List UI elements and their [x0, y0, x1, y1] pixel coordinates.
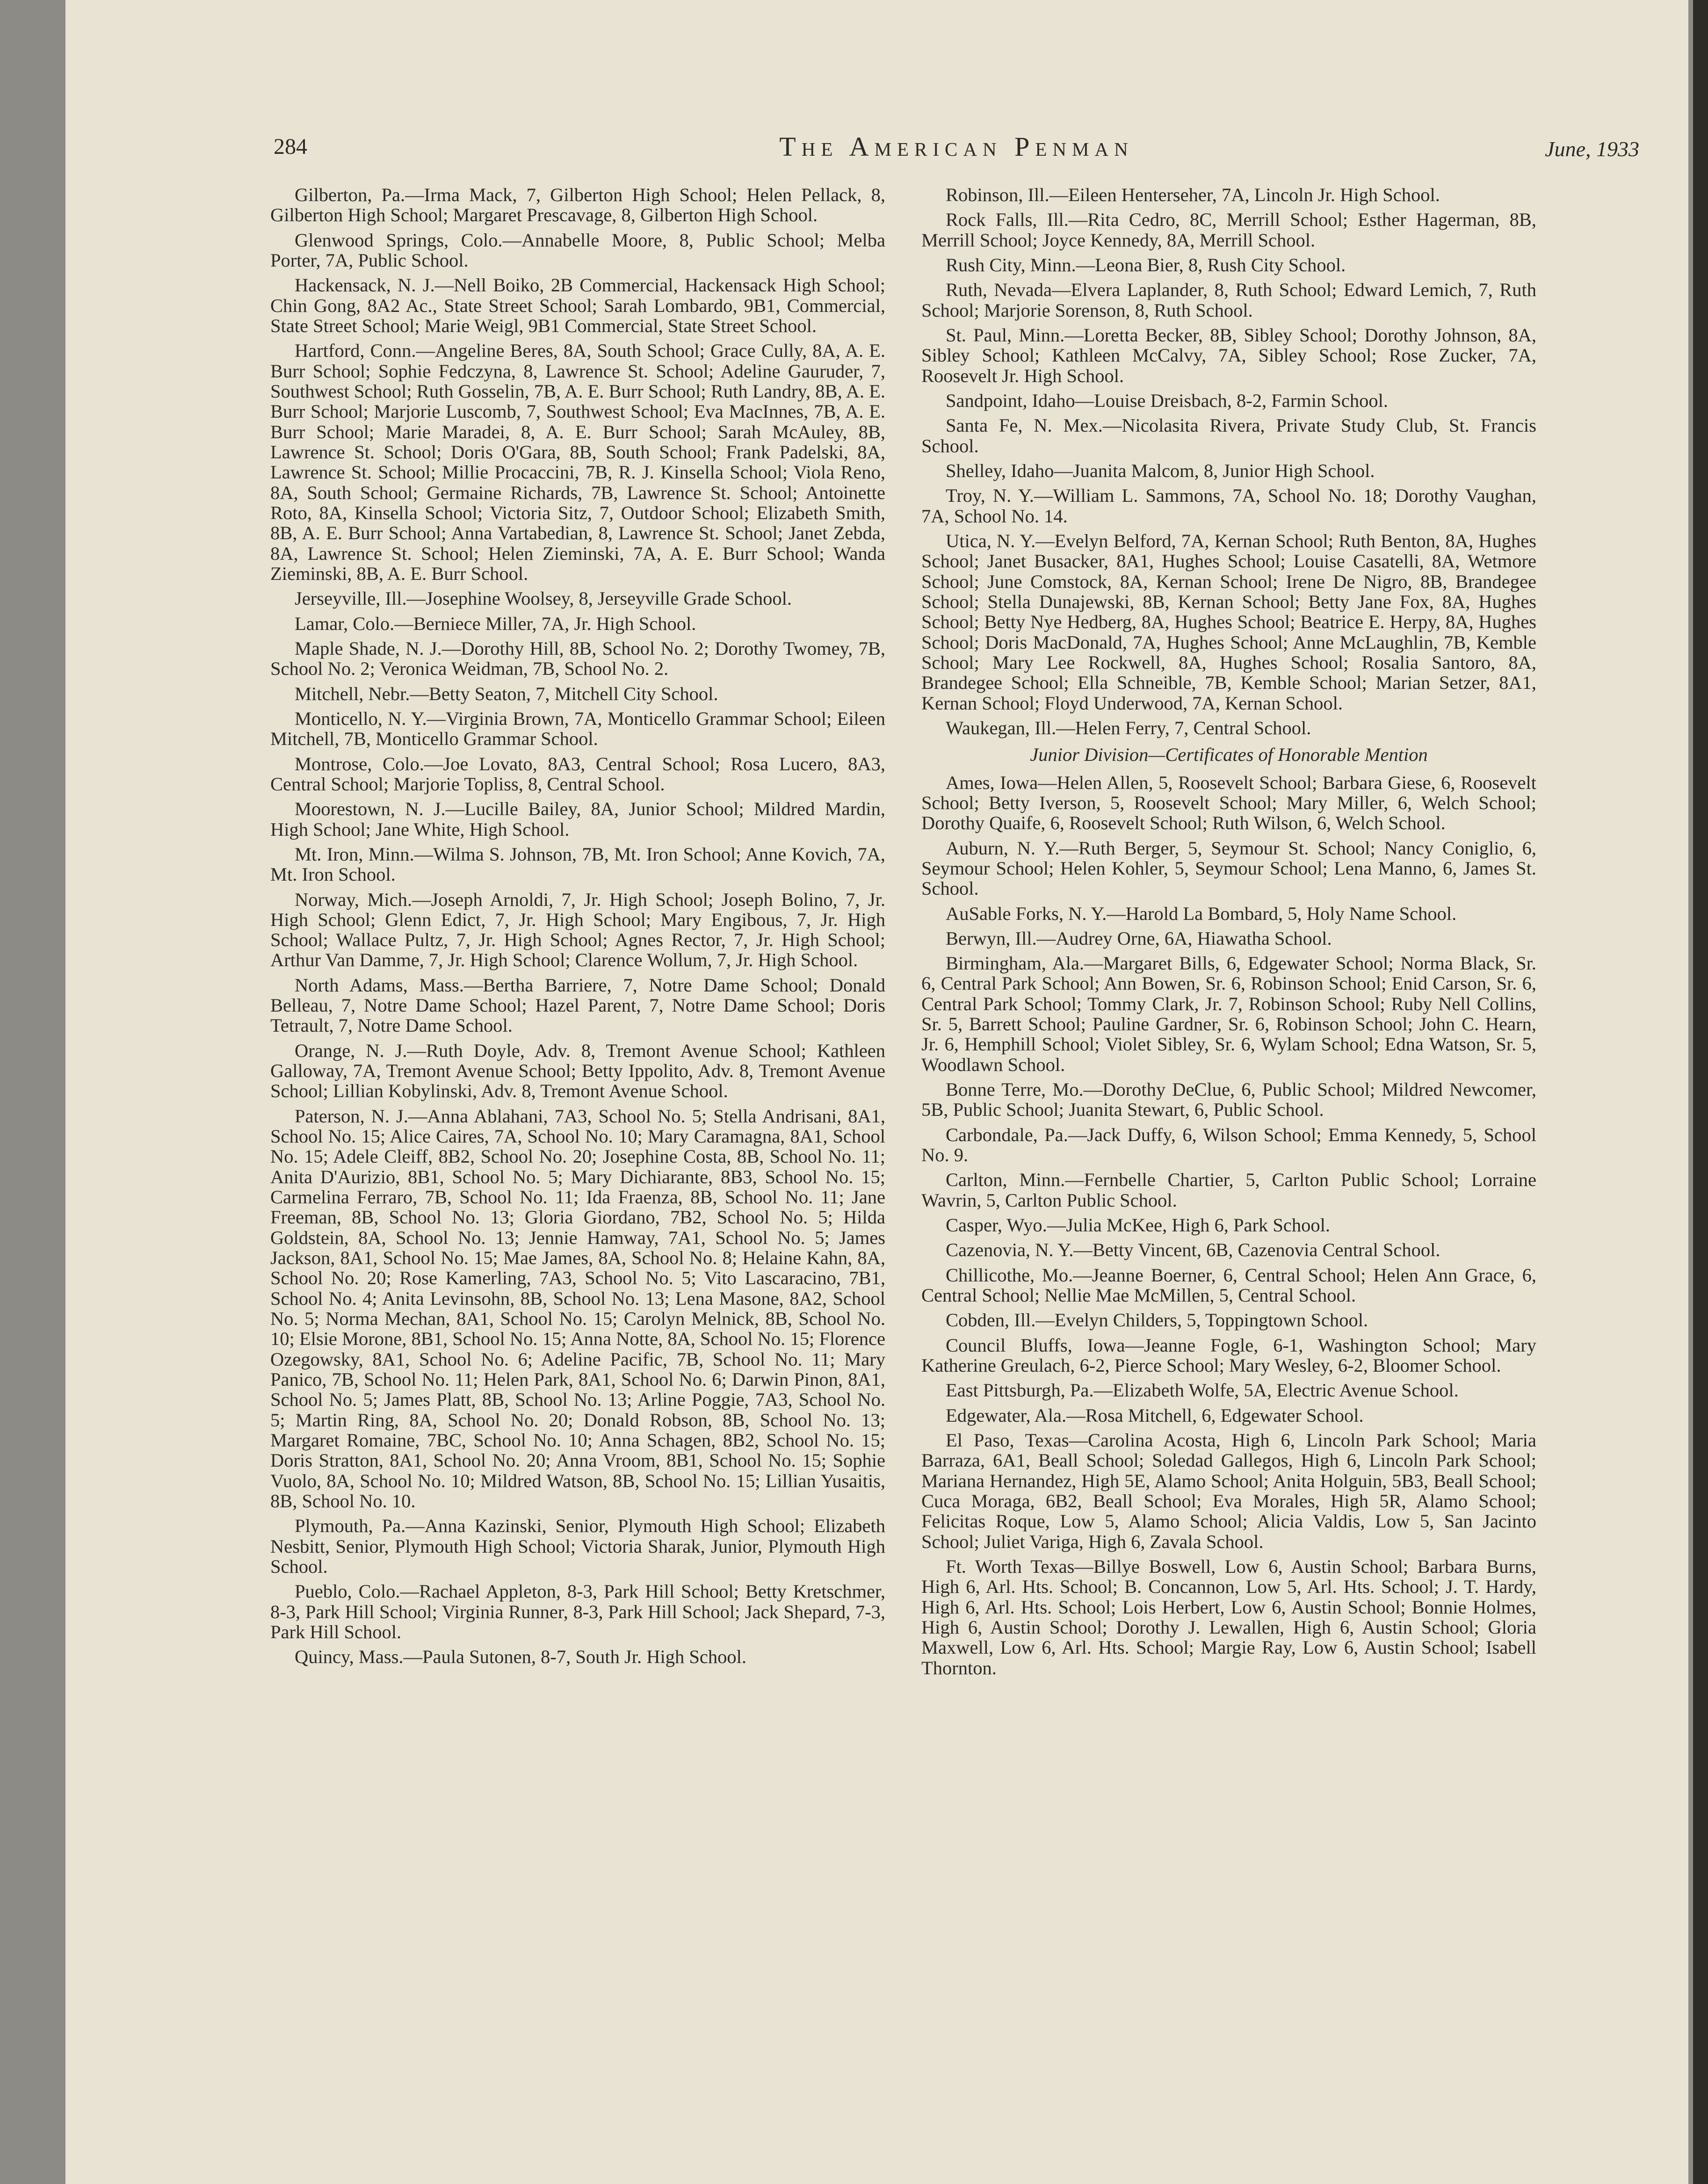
honor-roll-entry: Moorestown, N. J.—Lucille Bailey, 8A, Junior School; Mildred Mardin, High School; Jane White, High School.: [270, 798, 885, 840]
honor-roll-entry: Bonne Terre, Mo.—Dorothy DeClue, 6, Public School; Mildred Newcomer, 5B, Public School; Juanita Stewart, 6, Public School.: [921, 1079, 1536, 1121]
left-column: [270, 185, 885, 1672]
honor-roll-entry: Cobden, Ill.—Evelyn Childers, 5, Toppingtown School.: [946, 1309, 1368, 1331]
section-heading: Junior Division—Certificates of Honorable Mention: [1030, 744, 1428, 766]
issue-date: June, 1933: [1545, 137, 1639, 161]
honor-roll-entry: Waukegan, Ill.—Helen Ferry, 7, Central School.: [946, 717, 1311, 738]
honor-roll-entry: Ruth, Nevada—Elvera Laplander, 8, Ruth School; Edward Lemich, 7, Ruth School; Marjorie Sorenson, 8, Ruth School.: [921, 279, 1536, 321]
honor-roll-entry: Glenwood Springs, Colo.—Annabelle Moore, 8, Public School; Melba Porter, 7A, Public School.: [270, 229, 885, 271]
honor-roll-entry: Paterson, N. J.—Anna Ablahani, 7A3, School No. 5; Stella Andrisani, 8A1, School No. 15; Alice Caires, 7A, School No. 10; Mary Caramagna, 8A1, School No. 15; Adele Cleiff, 8B2, School No. 20; Josephine Costa, 8B, School No. 11; Anita D'Aurizio, 8B1, School No. 5; Mary Dichiarante, 8B3, School No. 15; Carmelina Ferraro, 7B, School No. 11; Ida Fraenza, 8B, School No. 11; Jane Freeman, 8B, School No. 13; Gloria Giordano, 7B2, School No. 5; Hilda Goldstein, 8A, School No. 13; Jennie Hamway, 7A1, School No. 5; James Jackson, 8A1, School No. 15; Mae James, 8A, School No. 8; Helaine Kahn, 8A, School No. 20; Rose Kamerling, 7A3, School No. 5; Vito Lascaracino, 7B1, School No. 4; Anita Levinsohn, 8B, School No. 13; Lena Masone, 8A2, School No. 5; Norma Mechan, 8A1, School No. 15; Carolyn Melnick, 8B, School No. 10; Elsie Morone, 8B1, School No. 15; Anna Notte, 8A, School No. 15; Florence Ozegowsky, 8A1, School No. 6; Adeline Pacific, 7B, School No. 11; Mary Panico, 7B, School No. 11; Helen Park, 8A1, School No. 6; Darwin Pinon, 8A1, School No. 5; James Platt, 8B, School No. 13; Arline Poggie, 7A3, School No. 5; Martin Ring, 8A, School No. 20; Donald Robson, 8B, School No. 13; Margaret Romaine, 7BC, School No. 10; Anna Schagen, 8B2, School No. 15; Doris Stratton, 8A1, School No. 20; Anna Vroom, 8B1, School No. 15; Sophie Vuolo, 8A, School No. 10; Mildred Watson, 8B, School No. 15; Lillian Yusaitis, 8B, School No. 10.: [270, 1105, 886, 1512]
honor-roll-entry: Orange, N. J.—Ruth Doyle, Adv. 8, Tremont Avenue School; Kathleen Galloway, 7A, Tremont Avenue School; Betty Ippolito, Adv. 8, Tremont Avenue School; Lillian Kobylinski, Adv. 8, Tremont Avenue School.: [270, 1040, 885, 1102]
honor-roll-entry: Birmingham, Ala.—Margaret Bills, 6, Edgewater School; Norma Black, Sr. 6, Central Park School; Ann Bowen, Sr. 6, Robinson School; Enid Carson, Sr. 6, Central Park School; Tommy Clark, Jr. 7, Robinson School; Ruby Nell Collins, Sr. 5, Barrett School; Pauline Gardner, Sr. 6, Robinson School; John C. Hearn, Jr. 6, Hemphill School; Violet Sibley, Sr. 6, Wylam School; Edna Watson, Sr. 5, Woodlawn School.: [921, 953, 1536, 1075]
honor-roll-entry: Auburn, N. Y.—Ruth Berger, 5, Seymour St. School; Nancy Coniglio, 6, Seymour School; Helen Kohler, 5, Seymour School; Lena Manno, 6, James St. School.: [921, 837, 1536, 899]
magazine-page: [65, 0, 1688, 2184]
honor-roll-entry: Utica, N. Y.—Evelyn Belford, 7A, Kernan School; Ruth Benton, 8A, Hughes School; Janet Busacker, 8A1, Hughes School; Louise Casatelli, 8A, Wetmore School; June Comstock, 8A, Kernan School; Irene De Nigro, 8B, Brandegee School; Stella Dunajewski, 8B, Kernan School; Betty Jane Fox, 8A, Hughes School; Betty Nye Hedberg, 8A, Hughes School; Beatrice E. Herpy, 8A, Hughes School; Doris MacDonald, 7A, Hughes School; Anne McLaughlin, 7B, Kemble School; Mary Lee Rockwell, 8A, Hughes School; Rosalia Santoro, 8A, Brandegee School; Ella Schneible, 7B, Kemble School; Marian Setzer, 8A1, Kernan School; Floyd Underwood, 7A, Kernan School.: [921, 530, 1536, 714]
honor-roll-entry: Council Bluffs, Iowa—Jeanne Fogle, 6-1, Washington School; Mary Katherine Greulach, 6-2, Pierce School; Mary Wesley, 6-2, Bloomer School.: [921, 1334, 1536, 1376]
honor-roll-entry: Rock Falls, Ill.—Rita Cedro, 8C, Merrill School; Esther Hagerman, 8B, Merrill School; Joyce Kennedy, 8A, Merrill School.: [921, 209, 1536, 251]
honor-roll-entry: Ames, Iowa—Helen Allen, 5, Roosevelt School; Barbara Giese, 6, Roosevelt School; Betty Iverson, 5, Roosevelt School; Mary Miller, 6, Welch School; Dorothy Quaife, 6, Roosevelt School; Ruth Wilson, 6, Welch School.: [921, 772, 1536, 834]
honor-roll-entry: Sandpoint, Idaho—Louise Dreisbach, 8-2, Farmin School.: [946, 390, 1388, 411]
honor-roll-entry: North Adams, Mass.—Bertha Barriere, 7, Notre Dame School; Donald Belleau, 7, Notre Dame School; Hazel Parent, 7, Notre Dame School; Doris Tetrault, 7, Notre Dame School.: [270, 974, 885, 1036]
scan-edge: [1693, 0, 1708, 2184]
honor-roll-entry: Ft. Worth Texas—Billye Boswell, Low 6, Austin School; Barbara Burns, High 6, Arl. Hts. School; B. Concannon, Low 5, Arl. Hts. School; J. T. Hardy, High 6, Arl. Hts. School; Lois Herbert, Low 6, Austin School; Bonnie Holmes, High 6, Austin School; Dorothy J. Lewallen, High 6, Austin School; Gloria Maxwell, Low 6, Arl. Hts. School; Margie Ray, Low 6, Austin School; Isabell Thornton.: [921, 1556, 1536, 1678]
honor-roll-entry: Cazenovia, N. Y.—Betty Vincent, 6B, Cazenovia Central School.: [946, 1239, 1440, 1261]
honor-roll-entry: Montrose, Colo.—Joe Lovato, 8A3, Central School; Rosa Lucero, 8A3, Central School; Marjorie Topliss, 8, Central School.: [270, 753, 885, 795]
honor-roll-entry: Rush City, Minn.—Leona Bier, 8, Rush City School.: [946, 254, 1346, 275]
honor-roll-entry: St. Paul, Minn.—Loretta Becker, 8B, Sibley School; Dorothy Johnson, 8A, Sibley School; Kathleen McCalvy, 7A, Sibley School; Rose Zucker, 7A, Roosevelt Jr. High School.: [921, 324, 1536, 386]
honor-roll-entry: Berwyn, Ill.—Audrey Orne, 6A, Hiawatha School.: [946, 927, 1332, 949]
honor-roll-entry: Casper, Wyo.—Julia McKee, High 6, Park School.: [946, 1215, 1330, 1236]
honor-roll-entry: Lamar, Colo.—Berniece Miller, 7A, Jr. High School.: [295, 613, 696, 634]
honor-roll-entry: AuSable Forks, N. Y.—Harold La Bombard, 5, Holy Name School.: [946, 903, 1457, 924]
honor-roll-entry: Edgewater, Ala.—Rosa Mitchell, 6, Edgewater School.: [946, 1404, 1364, 1426]
honor-roll-entry: East Pittsburgh, Pa.—Elizabeth Wolfe, 5A, Electric Avenue School.: [946, 1380, 1459, 1401]
honor-roll-entry: Hackensack, N. J.—Nell Boiko, 2B Commercial, Hackensack High School; Chin Gong, 8A2 Ac., State Street School; Sarah Lombardo, 9B1, Commercial, State Street School; Marie Weigl, 9B1 Commercial, State Street School.: [270, 275, 885, 336]
honor-roll-entry: Mitchell, Nebr.—Betty Seaton, 7, Mitchell City School.: [295, 683, 718, 704]
honor-roll-entry: Hartford, Conn.—Angeline Beres, 8A, South School; Grace Cully, 8A, A. E. Burr School; Sophie Fedczyna, 8, Lawrence St. School; Adeline Gauruder, 7, Southwest School; Ruth Gosselin, 7B, A. E. Burr School; Ruth Landry, 8B, A. E. Burr School; Marjorie Luscomb, 7, Southwest School; Eva MacInnes, 7B, A. E. Burr School; Marie Maradei, 8, A. E. Burr School; Sarah McAuley, 8B, Lawrence St. School; Doris O'Gara, 8B, South School; Frank Padelski, 8A, Lawrence St. School; Millie Procaccini, 7B, R. J. Kinsella School; Viola Reno, 8A, South School; Germaine Richards, 7B, Lawrence St. School; Antoinette Roto, 8A, Kinsella School; Victoria Sitz, 7, Outdoor School; Elizabeth Smith, 8B, A. E. Burr School; Anna Vartabedian, 8, Lawrence St. School; Janet Zebda, 8A, Lawrence St. School; Helen Zieminski, 7A, A. E. Burr School; Wanda Zieminski, 8B, A. E. Burr School.: [270, 340, 885, 584]
honor-roll-entry: Santa Fe, N. Mex.—Nicolasita Rivera, Private Study Club, St. Francis School.: [921, 415, 1536, 456]
honor-roll-entry: Robinson, Ill.—Eileen Henterseher, 7A, Lincoln Jr. High School.: [946, 184, 1440, 205]
honor-roll-entry: Norway, Mich.—Joseph Arnoldi, 7, Jr. High School; Joseph Bolino, 7, Jr. High School; Glenn Edict, 7, Jr. High School; Mary Engibous, 7, Jr. High School; Wallace Pultz, 7, Jr. High School; Agnes Rector, 7, Jr. High School; Arthur Van Damme, 7, Jr. High School; Clarence Wollum, 7, Jr. High School.: [270, 889, 885, 971]
page-number: 284: [274, 134, 307, 159]
honor-roll-entry: Maple Shade, N. J.—Dorothy Hill, 8B, School No. 2; Dorothy Twomey, 7B, School No. 2; Veronica Weidman, 7B, School No. 2.: [270, 637, 885, 680]
honor-roll-entry: Gilberton, Pa.—Irma Mack, 7, Gilberton High School; Helen Pellack, 8, Gilberton High School; Margaret Prescavage, 8, Gilberton High School.: [270, 184, 885, 226]
journal-title: The American Penman: [779, 131, 1134, 162]
honor-roll-entry: Pueblo, Colo.—Rachael Appleton, 8-3, Park Hill School; Betty Kretschmer, 8-3, Park Hill School; Virginia Runner, 8-3, Park Hill School; Jack Shepard, 7-3, Park Hill School.: [270, 1581, 885, 1642]
honor-roll-entry: Shelley, Idaho—Juanita Malcom, 8, Junior High School.: [946, 460, 1375, 481]
honor-roll-entry: Jerseyville, Ill.—Josephine Woolsey, 8, Jerseyville Grade School.: [295, 588, 792, 609]
honor-roll-entry: Quincy, Mass.—Paula Sutonen, 8-7, South Jr. High School.: [295, 1646, 746, 1668]
honor-roll-entry: El Paso, Texas—Carolina Acosta, High 6, Lincoln Park School; Maria Barraza, 6A1, Beall School; Soledad Gallegos, High 6, Lincoln Park School; Mariana Hernandez, High 5E, Alamo School; Anita Holguin, 5B3, Beall School; Cuca Moraga, 6B2, Beall School; Eva Morales, High 5R, Alamo School; Felicitas Roque, Low 5, Alamo School; Alicia Valdis, Low 5, San Jacinto School; Juliet Variga, High 6, Zavala School.: [921, 1430, 1536, 1552]
honor-roll-entry: Mt. Iron, Minn.—Wilma S. Johnson, 7B, Mt. Iron School; Anne Kovich, 7A, Mt. Iron School.: [270, 843, 885, 885]
honor-roll-entry: Monticello, N. Y.—Virginia Brown, 7A, Monticello Grammar School; Eileen Mitchell, 7B, Monticello Grammar School.: [270, 708, 885, 750]
honor-roll-entry: Carlton, Minn.—Fernbelle Chartier, 5, Carlton Public School; Lorraine Wavrin, 5, Carlton Public School.: [921, 1169, 1536, 1211]
honor-roll-entry: Carbondale, Pa.—Jack Duffy, 6, Wilson School; Emma Kennedy, 5, School No. 9.: [921, 1124, 1536, 1166]
right-column: [921, 185, 1536, 1683]
honor-roll-entry: Chillicothe, Mo.—Jeanne Boerner, 6, Central School; Helen Ann Grace, 6, Central School; Nellie Mae McMillen, 5, Central School.: [921, 1264, 1536, 1306]
page-header: [274, 131, 1639, 182]
honor-roll-entry: Troy, N. Y.—William L. Sammons, 7A, School No. 18; Dorothy Vaughan, 7A, School No. 14.: [921, 485, 1536, 527]
honor-roll-entry: Plymouth, Pa.—Anna Kazinski, Senior, Plymouth High School; Elizabeth Nesbitt, Senior, Plymouth High School; Victoria Sharak, Junior, Plymouth High School.: [270, 1515, 885, 1577]
